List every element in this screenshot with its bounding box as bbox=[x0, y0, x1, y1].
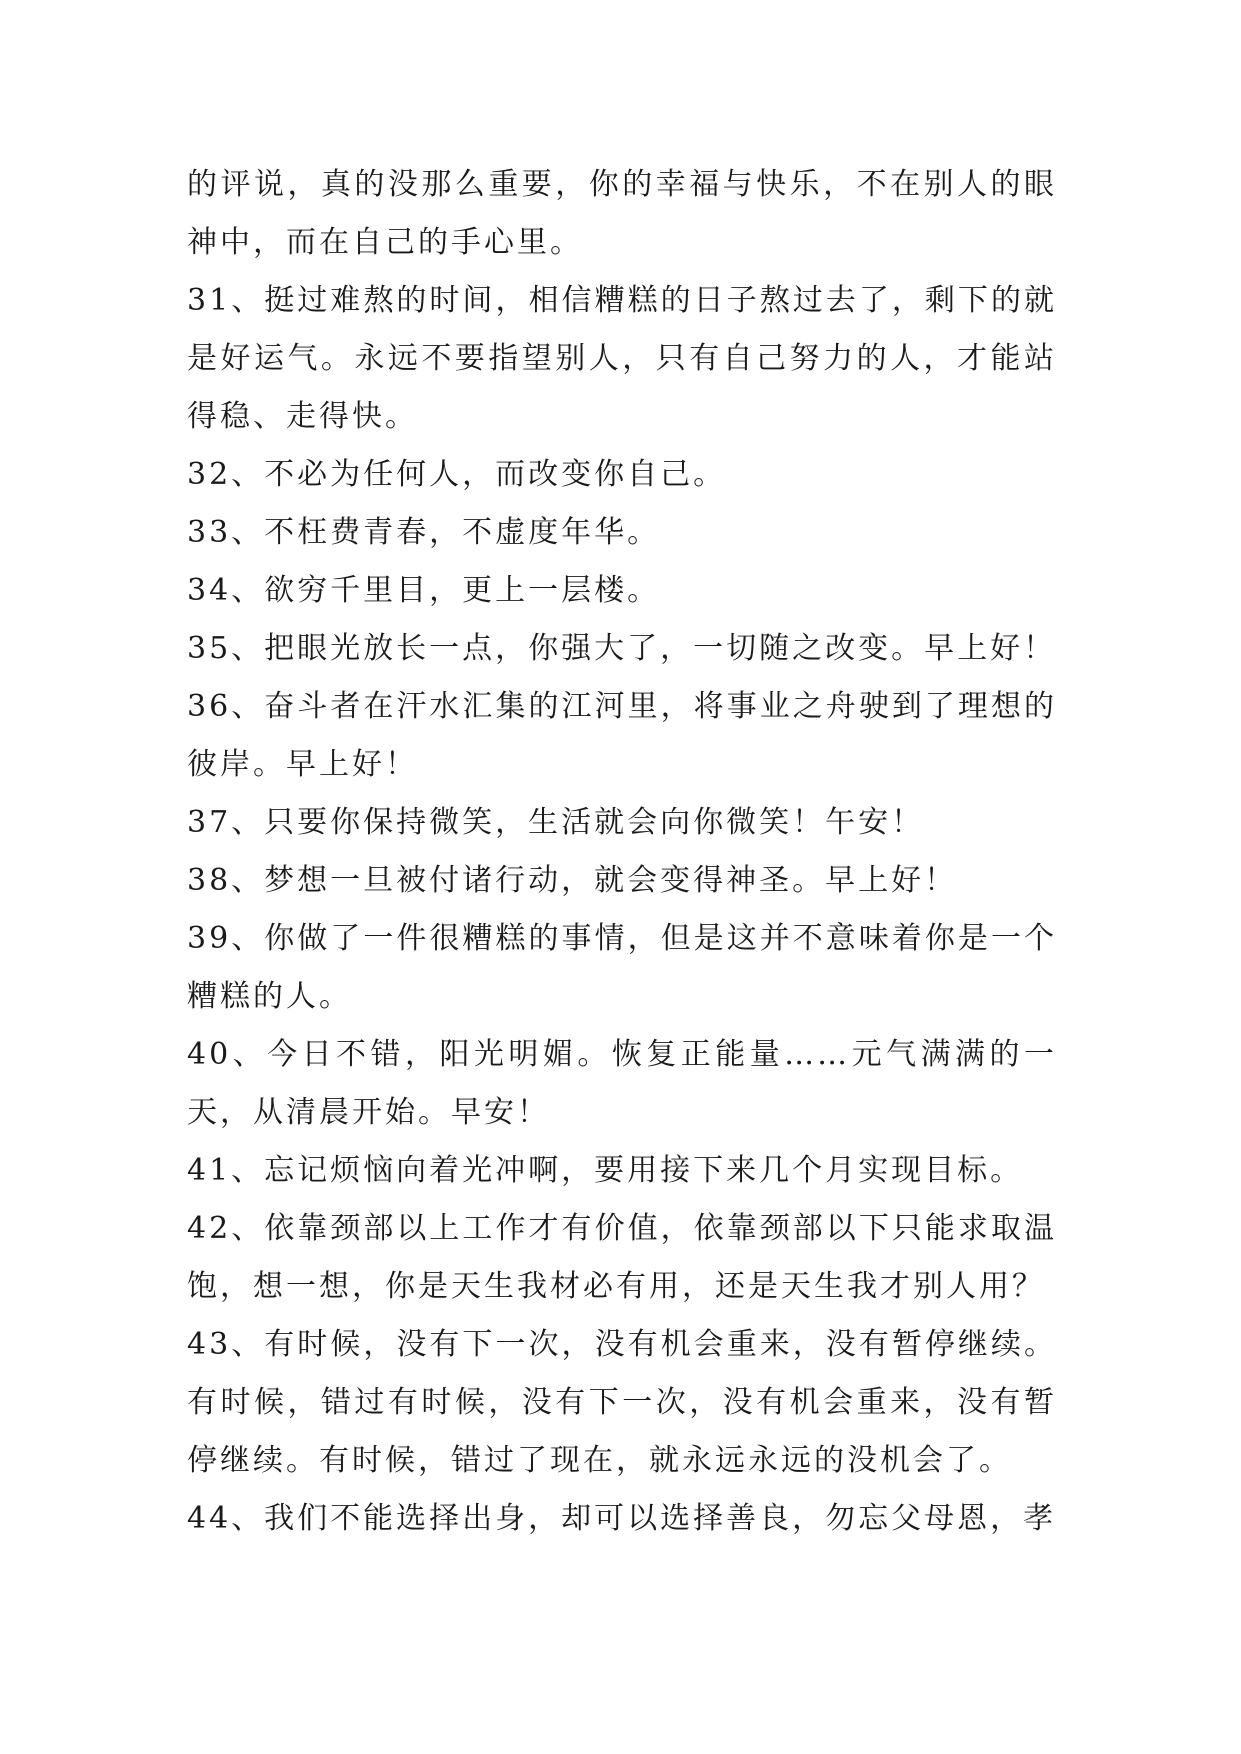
paragraph-32: 32、不必为任何人，而改变你自己。 bbox=[187, 457, 727, 492]
paragraph-43: 43、有时候，没有下一次，没有机会重来，没有暂停继续。有时候，错过有时候，没有下一次，没有机会重来，没有暂停继续。有时候，错过了现在，就永远永远的没机会了。 bbox=[187, 1327, 1057, 1478]
document-body bbox=[187, 156, 1057, 1548]
paragraph-38: 38、梦想一旦被付诸行动，就会变得神圣。早上好！ bbox=[187, 863, 958, 898]
paragraph-44: 44、我们不能选择出身，却可以选择善良，勿忘父母恩，孝 bbox=[187, 1501, 1057, 1536]
paragraph-34: 34、欲穷千里目，更上一层楼。 bbox=[187, 573, 661, 608]
paragraph-39: 39、你做了一件很糟糕的事情，但是这并不意味着你是一个糟糕的人。 bbox=[187, 921, 1057, 1014]
paragraph-33: 33、不枉费青春，不虚度年华。 bbox=[187, 515, 661, 550]
paragraph-31: 31、挺过难熬的时间，相信糟糕的日子熬过去了，剩下的就是好运气。永远不要指望别人，只有自己努力的人，才能站得稳、走得快。 bbox=[187, 283, 1057, 434]
paragraph-continuation: 的评说，真的没那么重要，你的幸福与快乐，不在别人的眼神中，而在自己的手心里。 bbox=[187, 167, 1057, 260]
paragraph-42: 42、依靠颈部以上工作才有价值，依靠颈部以下只能求取温饱，想一想，你是天生我材必有用，还是天生我才别人用？ bbox=[187, 1211, 1057, 1304]
paragraph-35: 35、把眼光放长一点，你强大了，一切随之改变。早上好！ bbox=[187, 631, 1057, 666]
paragraph-37: 37、只要你保持微笑，生活就会向你微笑！午安！ bbox=[187, 805, 925, 840]
paragraph-41: 41、忘记烦恼向着光冲啊，要用接下来几个月实现目标。 bbox=[187, 1153, 1024, 1188]
paragraph-36: 36、奋斗者在汗水汇集的江河里，将事业之舟驶到了理想的彼岸。早上好！ bbox=[187, 689, 1057, 782]
paragraph-40: 40、今日不错，阳光明媚。恢复正能量……元气满满的一天，从清晨开始。早安！ bbox=[187, 1037, 1057, 1130]
